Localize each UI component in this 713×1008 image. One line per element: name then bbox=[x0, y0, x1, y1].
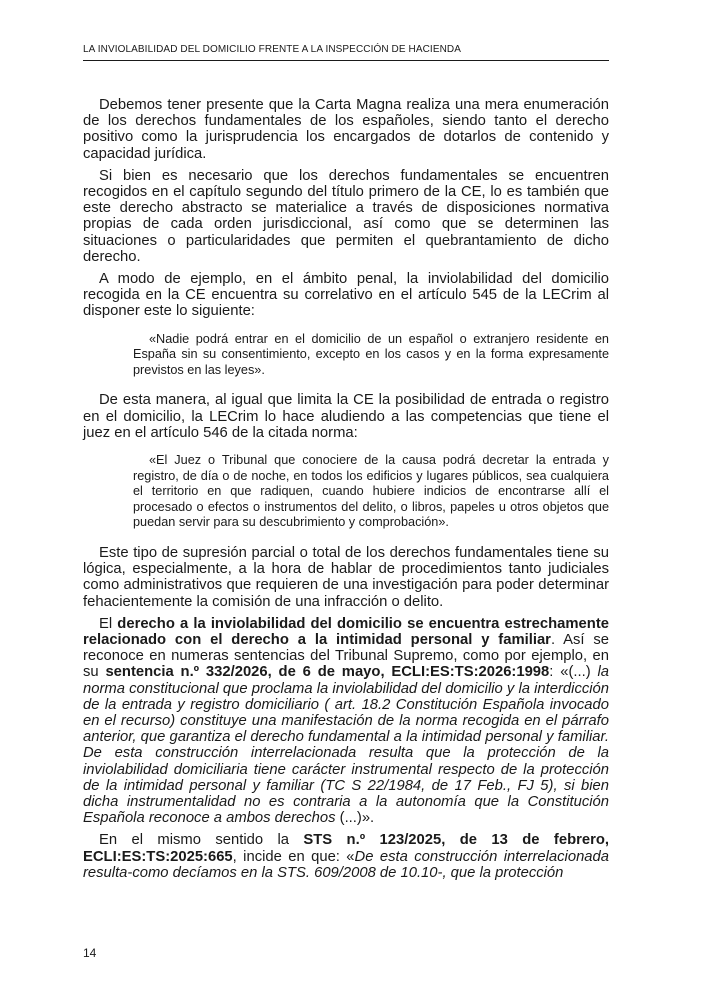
text-run: El bbox=[99, 615, 118, 632]
case-citation: sentencia n.º 332/2026, de 6 de mayo, ECLI:ES:TS:2026:1998 bbox=[105, 664, 550, 681]
text-run: En el mismo sentido la bbox=[99, 832, 304, 849]
paragraph-5: Este tipo de supresión parcial o total de los derechos fundamentales tiene su lógica, especialmente, a la hora de hablar de procedimientos tanto judiciales como administrativos que requieren de una investigación para poder determinar fehacientemente la comisión de una infracción o delito. bbox=[83, 545, 609, 610]
bold-run: derecho a la inviolabilidad del domicilio se encuentra estrechamente relacionado con el derecho a la intimidad personal y familiar bbox=[83, 615, 609, 649]
text-run: : «(...) bbox=[549, 664, 598, 681]
quote-lecrim-545: «Nadie podrá entrar en el domicilio de un español o extranjero residente en España sin su consentimiento, excepto en los casos y en la forma expresamente previstos en las leyes». bbox=[133, 331, 609, 377]
text-run: (...)». bbox=[335, 810, 375, 827]
paragraph-6 bbox=[83, 616, 609, 827]
quote-lecrim-546: «El Juez o Tribunal que conociere de la causa podrá decretar la entrada y registro, de día o de noche, en todos los edificios y lugares públicos, sea cualquiera el territorio en que radiquen, cuando hubiere indicios de encontrarse allí el procesado o efectos o instrumentos del delito, o libros, papeles u otros objetos que puedan servir para su descubrimiento y comprobación». bbox=[133, 453, 609, 530]
paragraph-1: Debemos tener presente que la Carta Magna realiza una mera enumeración de los derechos fundamentales de los españoles, siendo tanto el derecho positivo como la jurisprudencia los encargados de dotarlos de contenido y capacidad jurídica. bbox=[83, 97, 609, 162]
case-citation: STS n.º 123/2025, de 13 de febrero, ECLI:ES:TS:2025:665 bbox=[83, 832, 609, 865]
body-text bbox=[83, 97, 609, 887]
quoted-judgment: De esta construcción interrelacionada resulta-como decíamos en la STS. 609/2008 de 10.10-, que la protección bbox=[83, 848, 609, 881]
quoted-judgment: la norma constitucional que proclama la inviolabilidad del domicilio y la interdicción de la entrada y registro domiciliario ( art. 18.2 Constitución Española invocado en el recurso) constituye una manifestación de la norma recogida en el párrafo anterior, que garantiza el derecho fundamental a la intimidad personal y familiar. De esta construcción interrelacionada resulta que la protección de la inviolabilidad domiciliaria tiene carácter instrumental respecto de la protección de la intimidad personal y familiar (TC S 22/1984, de 17 Feb., FJ 5), si bien dicha instrumentalidad no es contraria a la autonomía que la Constitución Española reconoce a ambos derechos bbox=[83, 664, 609, 827]
running-header: LA INVIOLABILIDAD DEL DOMICILIO FRENTE A LA INSPECCIÓN DE HACIENDA bbox=[83, 44, 609, 61]
paragraph-7 bbox=[83, 832, 609, 881]
paragraph-4: De esta manera, al igual que limita la CE la posibilidad de entrada o registro en el domicilio, la LECrim lo hace aludiendo a las competencias que tiene el juez en el artículo 546 de la citada norma: bbox=[83, 392, 609, 441]
text-run: , incide en que: « bbox=[232, 848, 355, 865]
paragraph-3: A modo de ejemplo, en el ámbito penal, la inviolabilidad del domicilio recogida en la CE encuentra su correlativo en el artículo 545 de la LECrim al disponer este lo siguiente: bbox=[83, 271, 609, 320]
page-number: 14 bbox=[83, 946, 97, 960]
paragraph-2: Si bien es necesario que los derechos fundamentales se encuentren recogidos en el capítulo segundo del título primero de la CE, lo es también que este derecho abstracto se materialice a través de disposiciones normativa propias de cada orden jurisdiccional, así como que se determinen las situaciones o particularidades que permiten el quebrantamiento de dicho derecho. bbox=[83, 167, 609, 265]
text-run: . Así se reconoce en numeras sentencias del Tribunal Supremo, como por ejemplo, en su bbox=[83, 632, 609, 681]
